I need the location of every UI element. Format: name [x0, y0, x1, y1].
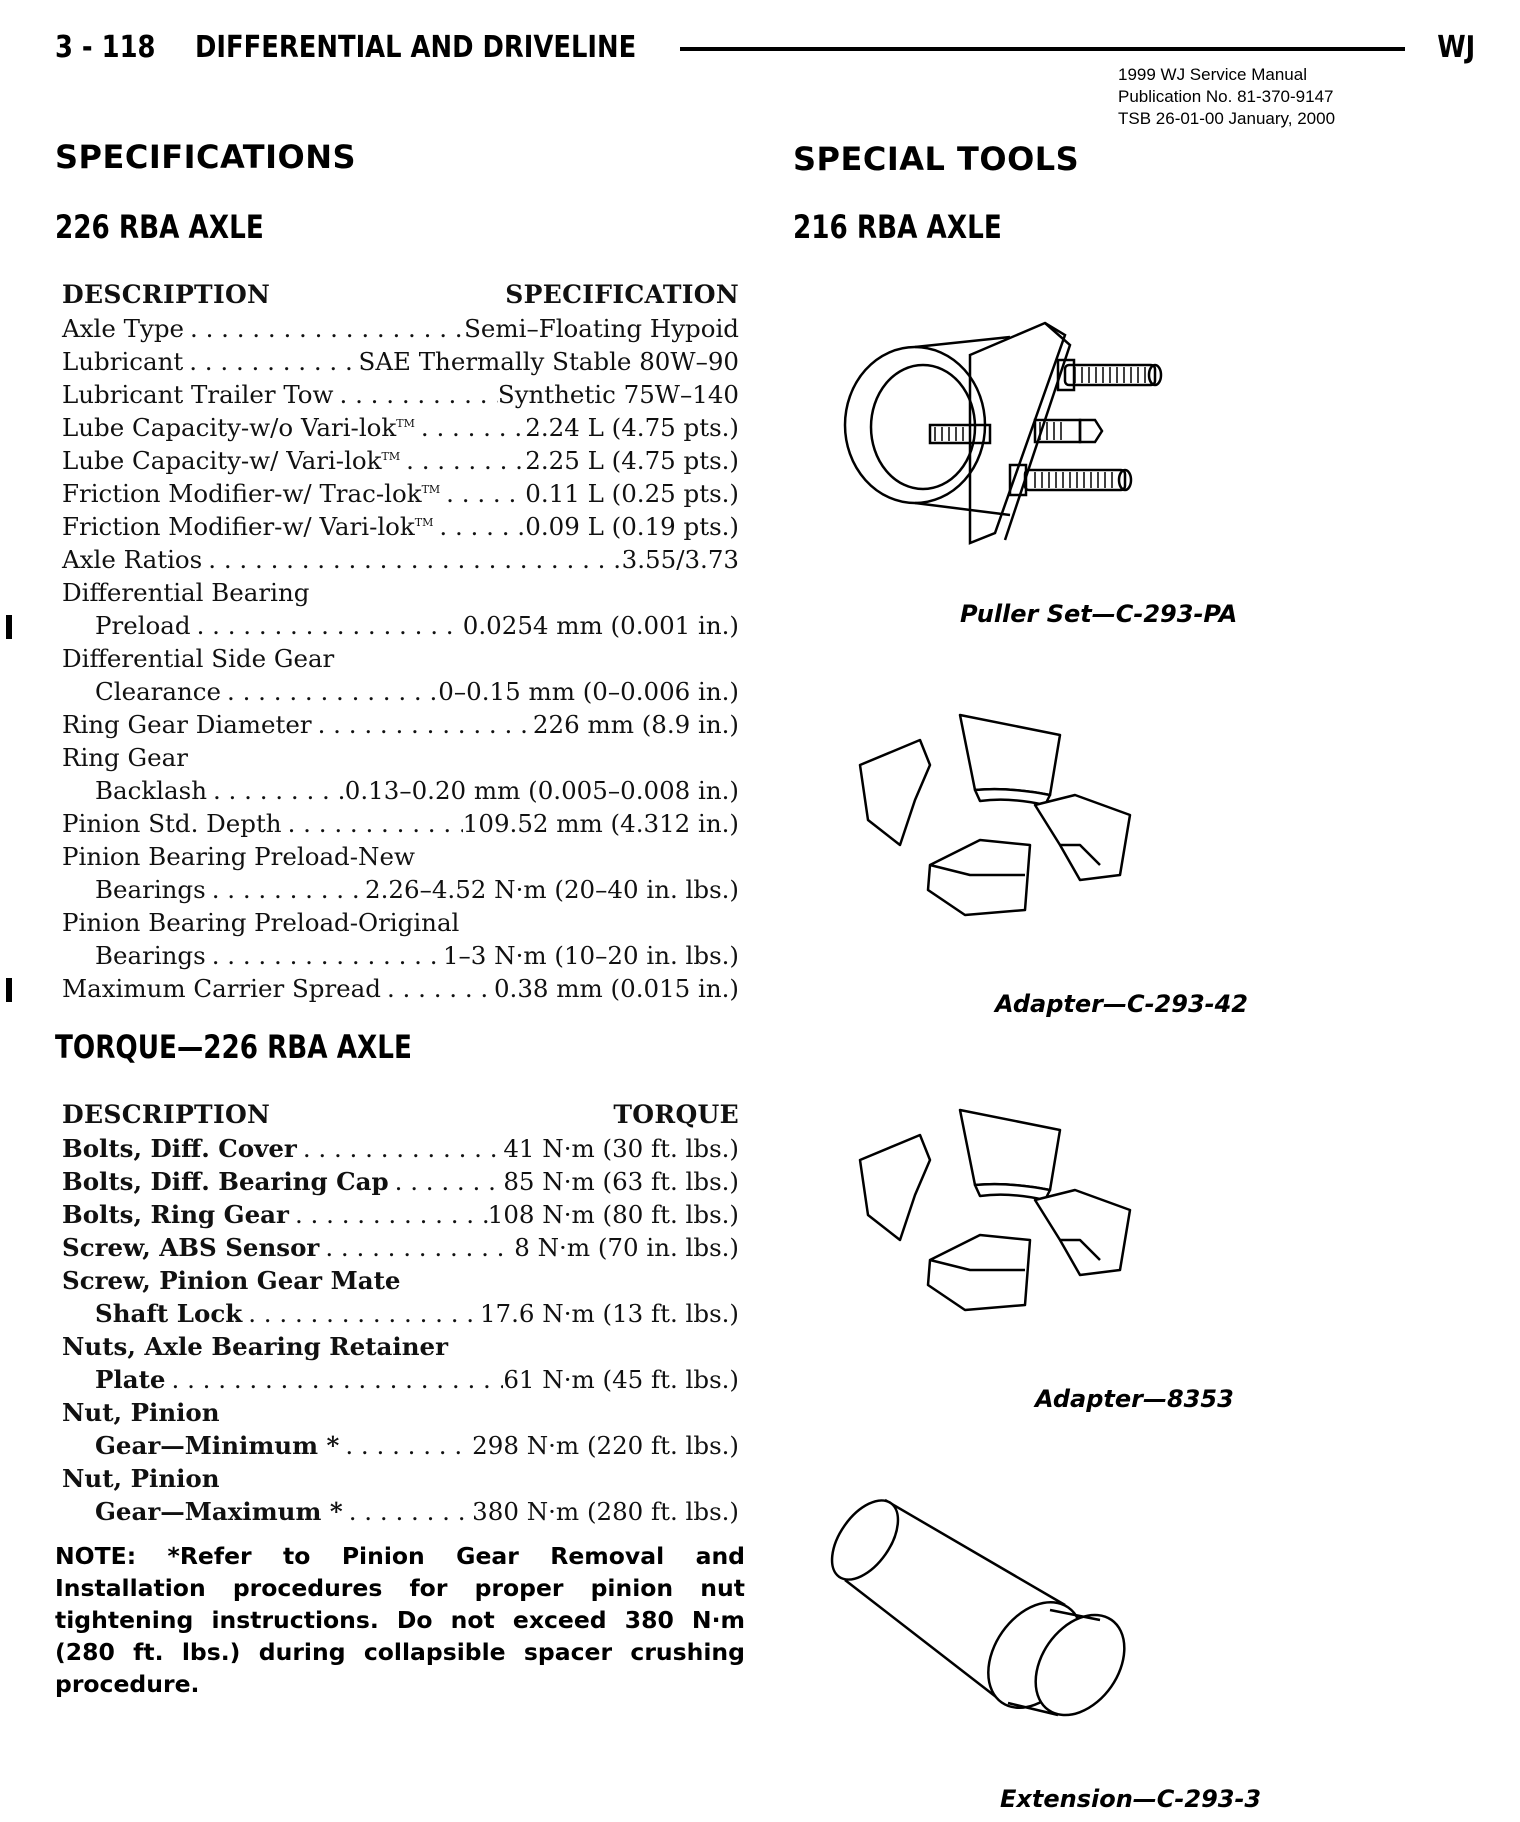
row-value: 298 N·m (220 ft. lbs.) — [472, 1431, 739, 1460]
row-value: 0–0.15 mm (0–0.006 in.) — [438, 677, 739, 706]
table-row — [62, 873, 739, 906]
table-row — [62, 609, 739, 642]
row-value: 108 N·m (80 ft. lbs.) — [487, 1200, 739, 1229]
row-value: 109.52 mm (4.312 in.) — [462, 809, 739, 838]
page-header — [55, 28, 1475, 68]
leader-dots — [400, 444, 525, 477]
revision-bar — [6, 978, 12, 1002]
row-label: Nut, Pinion — [62, 1464, 220, 1493]
table-header — [62, 1098, 739, 1132]
leader-dots — [206, 873, 365, 906]
special-tools-subtitle: 216 RBA AXLE — [793, 208, 1002, 246]
row-label: Bearings — [95, 941, 206, 970]
torque-note: NOTE: *Refer to Pinion Gear Removal and Installation procedures for proper pinion nut tightening instructions. Do not exceed 380 N·m (280 ft. lbs.) during collapsible spacer crushing procedure. — [55, 1542, 745, 1698]
model-code: WJ — [1436, 30, 1475, 65]
publication-line: Publication No. 81-370-9147 — [1118, 87, 1334, 106]
trademark-mark: TM — [421, 482, 441, 496]
table-row — [62, 1297, 739, 1330]
table-row — [62, 576, 739, 609]
tool-caption: Adapter—8353 — [1035, 1385, 1234, 1413]
row-label: Lube Capacity-w/ Vari-lok™ — [62, 446, 401, 475]
row-label: Friction Modifier-w/ Trac-lok™ — [62, 479, 441, 508]
row-label: Axle Type — [62, 314, 184, 343]
table-row — [62, 741, 739, 774]
leader-dots — [312, 708, 533, 741]
row-label: Plate — [95, 1365, 166, 1394]
leader-dots — [242, 1297, 480, 1330]
row-label: Bolts, Ring Gear — [62, 1200, 289, 1229]
header-rule — [680, 47, 1405, 51]
table-row — [62, 1264, 739, 1297]
publication-line: TSB 26-01-00 January, 2000 — [1118, 109, 1336, 128]
leader-dots — [183, 345, 358, 378]
table-row — [62, 708, 739, 741]
page-number: 3 - 118 — [55, 30, 156, 65]
row-label: Pinion Std. Depth — [62, 809, 282, 838]
publication-line: 1999 WJ Service Manual — [1118, 65, 1307, 84]
row-label: Lubricant — [62, 347, 184, 376]
table-row — [62, 1132, 739, 1165]
table-row — [62, 312, 739, 345]
row-value: 8 N·m (70 in. lbs.) — [514, 1233, 739, 1262]
trademark-mark: TM — [414, 515, 434, 529]
tool-caption: Extension—C-293-3 — [1000, 1785, 1262, 1813]
table-row — [62, 807, 739, 840]
leader-dots — [343, 1495, 472, 1528]
leader-dots — [206, 939, 443, 972]
row-value: 1–3 N·m (10–20 in. lbs.) — [442, 941, 739, 970]
row-label: Bolts, Diff. Bearing Cap — [62, 1167, 389, 1196]
leader-dots — [389, 1165, 504, 1198]
table-row — [62, 510, 739, 543]
table-row — [62, 1363, 739, 1396]
row-value: 85 N·m (63 ft. lbs.) — [503, 1167, 739, 1196]
leader-dots — [289, 1198, 488, 1231]
row-label: Pinion Bearing Preload-Original — [62, 908, 460, 937]
row-label: Nuts, Axle Bearing Retainer — [62, 1332, 449, 1361]
row-label: Bolts, Diff. Cover — [62, 1134, 297, 1163]
row-label: Screw, ABS Sensor — [62, 1233, 320, 1262]
leader-dots — [339, 1429, 472, 1462]
row-label: Maximum Carrier Spread — [62, 974, 381, 1003]
table-row — [62, 1495, 739, 1528]
trademark-mark: TM — [396, 416, 415, 430]
leader-dots — [433, 510, 525, 543]
torque-table — [62, 1098, 739, 1528]
table-row — [62, 1330, 739, 1363]
table-row — [62, 378, 739, 411]
table-row — [62, 411, 739, 444]
table-row — [62, 1429, 739, 1462]
row-value: 2.25 L (4.75 pts.) — [525, 446, 739, 475]
table-row — [62, 939, 739, 972]
revision-bar — [6, 615, 12, 639]
tool-caption: Adapter—C-293-42 — [995, 990, 1249, 1018]
row-label: Lubricant Trailer Tow — [62, 380, 334, 409]
table-row — [62, 774, 739, 807]
row-label: Ring Gear — [62, 743, 188, 772]
row-value: 3.55/3.73 — [621, 545, 739, 574]
table-row — [62, 906, 739, 939]
row-value: 0.13–0.20 mm (0.005–0.008 in.) — [344, 776, 739, 805]
row-value: 2.24 L (4.75 pts.) — [525, 413, 739, 442]
row-value: Semi–Floating Hypoid — [464, 314, 739, 343]
torque-title: TORQUE—226 RBA AXLE — [55, 1028, 412, 1066]
tool-caption: Puller Set—C-293-PA — [960, 600, 1238, 628]
adapter-icon — [850, 1100, 1140, 1320]
table-header — [62, 278, 739, 312]
row-label: Gear—Minimum * — [95, 1431, 340, 1460]
row-label: Axle Ratios — [62, 545, 203, 574]
leader-dots — [166, 1363, 504, 1396]
trademark-mark: TM — [381, 449, 401, 463]
leader-dots — [221, 675, 438, 708]
column-header-description: DESCRIPTION — [62, 280, 271, 309]
leader-dots — [282, 807, 463, 840]
specifications-title: SPECIFICATIONS — [55, 138, 357, 176]
table-row — [62, 840, 739, 873]
leader-dots — [184, 312, 464, 345]
leader-dots — [415, 411, 525, 444]
row-value: 0.09 L (0.19 pts.) — [525, 512, 739, 541]
leader-dots — [334, 378, 498, 411]
table-row — [62, 1198, 739, 1231]
row-label: Pinion Bearing Preload-New — [62, 842, 415, 871]
leader-dots — [440, 477, 525, 510]
table-row — [62, 1462, 739, 1495]
section-name: DIFFERENTIAL AND DRIVELINE — [195, 30, 637, 65]
row-value: 2.26–4.52 N·m (20–40 in. lbs.) — [365, 875, 739, 904]
row-value: 0.38 mm (0.015 in.) — [493, 974, 739, 1003]
row-label: Lube Capacity-w/o Vari-lok™ — [62, 413, 415, 442]
table-row — [62, 972, 739, 1005]
leader-dots — [207, 774, 345, 807]
column-header-torque: TORQUE — [613, 1100, 739, 1129]
table-row — [62, 642, 739, 675]
leader-dots — [297, 1132, 504, 1165]
row-value: 226 mm (8.9 in.) — [532, 710, 739, 739]
row-value: 61 N·m (45 ft. lbs.) — [503, 1365, 739, 1394]
row-label: Differential Side Gear — [62, 644, 335, 673]
puller-set-icon — [820, 315, 1200, 555]
leader-dots — [191, 609, 463, 642]
row-label: Friction Modifier-w/ Vari-lok™ — [62, 512, 434, 541]
special-tools-title: SPECIAL TOOLS — [793, 140, 1080, 178]
table-row — [62, 543, 739, 576]
row-label: Bearings — [95, 875, 206, 904]
row-label: Backlash — [95, 776, 207, 805]
adapter-icon — [850, 705, 1140, 925]
table-row — [62, 1165, 739, 1198]
row-label: Screw, Pinion Gear Mate — [62, 1266, 401, 1295]
extension-icon — [830, 1485, 1170, 1725]
table-row — [62, 1396, 739, 1429]
row-label: Nut, Pinion — [62, 1398, 220, 1427]
specifications-table — [62, 278, 739, 1005]
row-value: 380 N·m (280 ft. lbs.) — [472, 1497, 739, 1526]
table-row — [62, 345, 739, 378]
row-value: Synthetic 75W–140 — [497, 380, 739, 409]
leader-dots — [381, 972, 494, 1005]
leader-dots — [202, 543, 621, 576]
row-label: Preload — [95, 611, 191, 640]
row-label: Differential Bearing — [62, 578, 310, 607]
row-value: 0.0254 mm (0.001 in.) — [462, 611, 739, 640]
specifications-subtitle: 226 RBA AXLE — [55, 208, 264, 246]
row-value: 41 N·m (30 ft. lbs.) — [503, 1134, 739, 1163]
table-row — [62, 1231, 739, 1264]
table-row — [62, 444, 739, 477]
column-header-description: DESCRIPTION — [62, 1100, 271, 1129]
leader-dots — [319, 1231, 514, 1264]
row-value: SAE Thermally Stable 80W–90 — [358, 347, 739, 376]
row-label: Gear—Maximum * — [95, 1497, 343, 1526]
row-label: Shaft Lock — [95, 1299, 243, 1328]
publication-info — [1118, 64, 1335, 130]
row-label: Ring Gear Diameter — [62, 710, 312, 739]
row-value: 17.6 N·m (13 ft. lbs.) — [479, 1299, 739, 1328]
row-label: Clearance — [95, 677, 222, 706]
table-row — [62, 477, 739, 510]
column-header-specification: SPECIFICATION — [505, 280, 739, 309]
row-value: 0.11 L (0.25 pts.) — [525, 479, 739, 508]
table-row — [62, 675, 739, 708]
